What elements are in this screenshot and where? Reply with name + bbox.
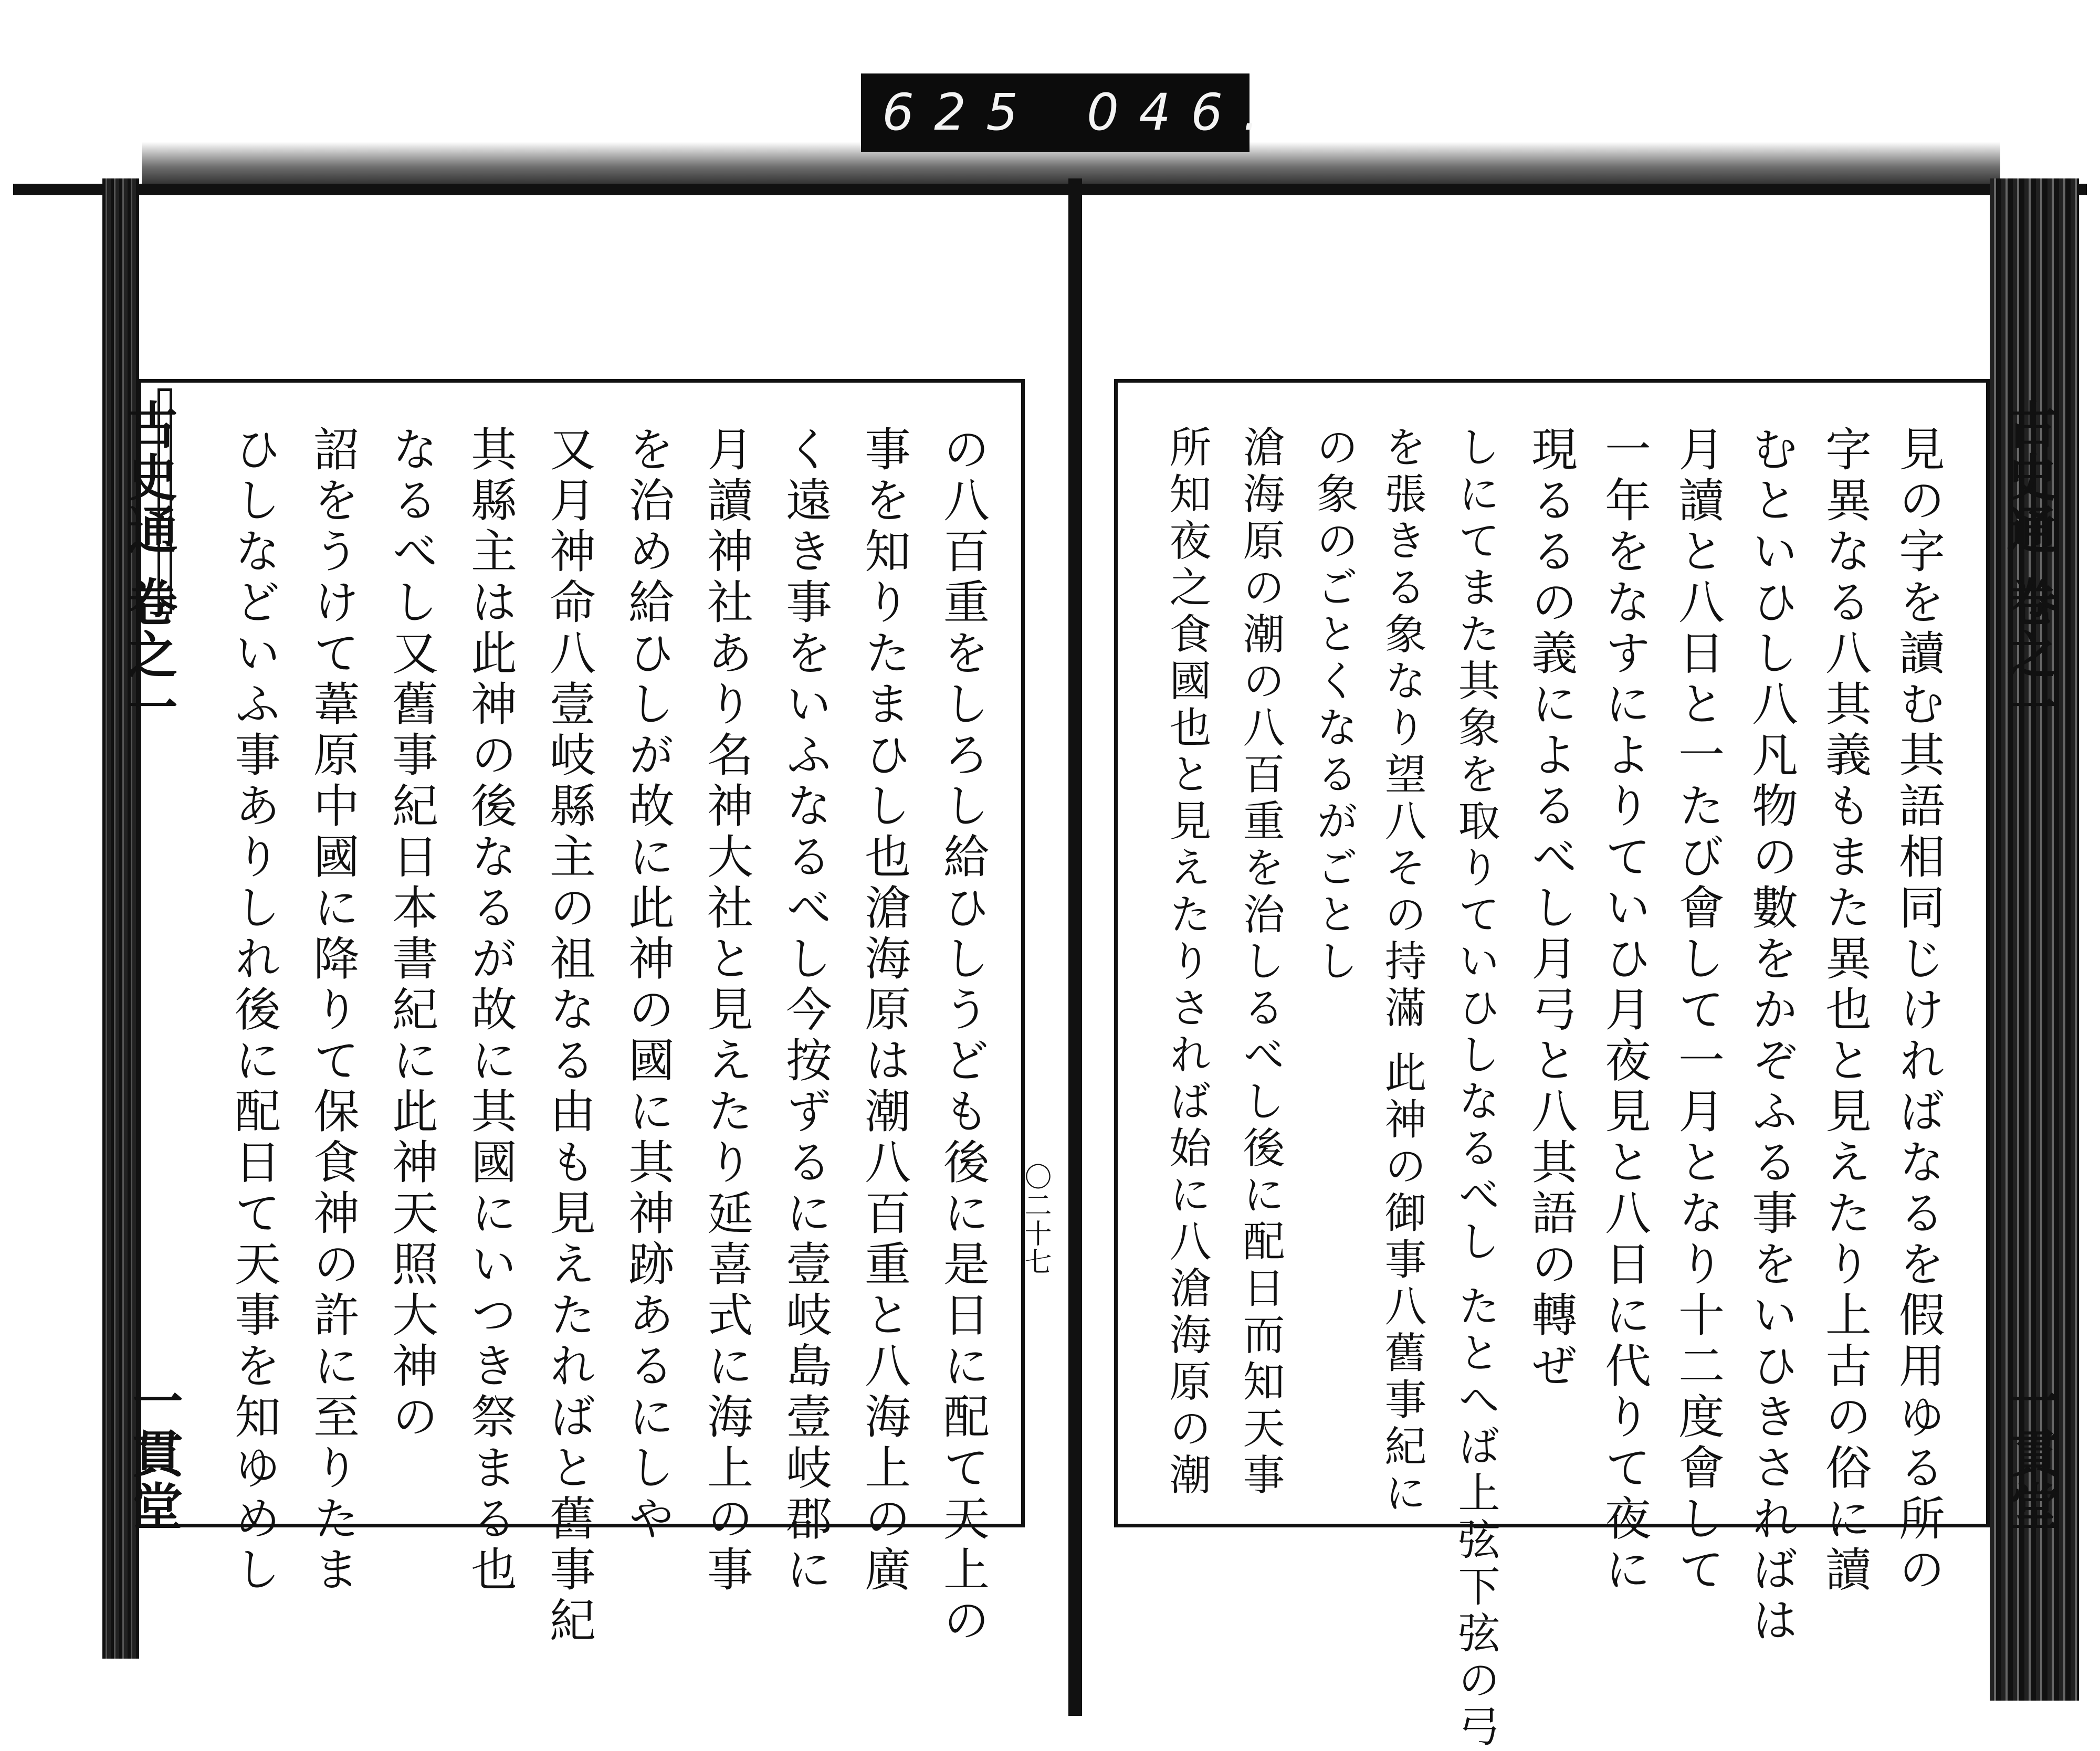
right-page-column: 月讀と八日と一たび會して一月となり十二度會して (1671, 425, 1725, 1596)
film-number-left: 625 (882, 83, 1038, 142)
left-page-column: く遠き事をいふなるべし今按ずるに壹岐島壹岐郡に (779, 425, 833, 1596)
left-page-column: ひしなどいふ事ありしれ後に配日て天事を知ゆめし (227, 425, 281, 1596)
right-margin-title: 古史通 卷之一 (1999, 399, 2058, 734)
left-page-column: 詔をうけて葦原中國に降りて保食神の許に至りたま (306, 425, 360, 1596)
right-page-column: 字異なる八其義もまた異也と見えたり上古の俗に讀 (1818, 425, 1872, 1596)
left-page-column: なるべし又舊事紀日本書紀に此神天照大神の (385, 425, 439, 1443)
right-page-column: 所知夜之食國也と見えたりされば始に八滄海原の潮 (1162, 425, 1211, 1500)
left-page-column: 事を知りたまひし也滄海原は潮八百重と八海上の廣 (857, 425, 911, 1596)
right-page-column: の象のごとくなるがごとし (1309, 425, 1358, 986)
right-page-column: 現るるの義によるべし月弓と八其語の轉ぜ (1524, 425, 1578, 1393)
right-page-column: むといひし八凡物の數をかぞふる事をいひきさればは (1745, 425, 1799, 1647)
left-page-column: の八百重をしろし給ひしうども後に是日に配て天上の (936, 425, 990, 1647)
left-page-column: 其縣主は此神の後なるが故に其國にいつき祭まる也 (464, 425, 518, 1596)
left-margin-title: 古史通 卷之一 (119, 399, 178, 734)
book-gutter (1068, 178, 1082, 1716)
right-page-column: を張きる象なり望八その持滿 此神の御事八舊事紀に (1378, 425, 1426, 1518)
top-rule (13, 184, 2087, 195)
left-margin-publisher: 一貫堂 (124, 1375, 184, 1533)
page-number: 〇二十七 (1020, 1163, 1051, 1276)
left-page-column: 月讀神社あり名神大社と見えたり延喜式に海上の事 (700, 425, 754, 1596)
right-page-column: 一年をなすによりていひ月夜見と八日に代りて夜に (1598, 425, 1652, 1596)
right-page-column: 見の字を讀む其語相同じければなるを假用ゆる所の (1892, 425, 1946, 1596)
film-number-plate (861, 73, 1279, 152)
left-page-column: 又月神命八壹岐縣主の祖なる由も見えたればと舊事紀 (542, 425, 596, 1647)
left-page-column: を治め給ひしが故に此神の國に其神跡あるにしや (621, 425, 675, 1545)
right-margin-publisher: 一貫堂 (2001, 1375, 2061, 1533)
film-number-right: 046. (1087, 83, 1279, 142)
right-page-column: 滄海原の潮の八百重を治しるべし後に配日而知天事 (1236, 425, 1285, 1500)
right-page-column: しにてまた其象を取りていひしなるべし たとへば上弦下弦の弓 (1451, 425, 1500, 1751)
